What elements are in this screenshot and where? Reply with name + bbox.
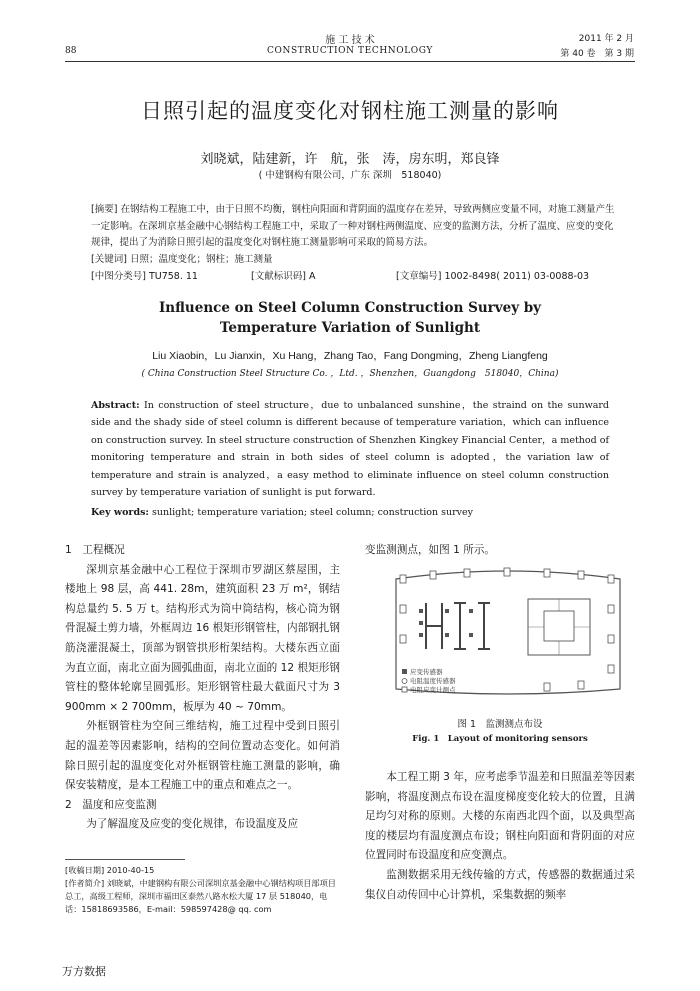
abstract-en-label: Abstract:	[91, 400, 140, 411]
english-title-line2: Temperature Variation of Sunlight	[219, 320, 481, 336]
paragraph-3: 为了解温度及应变的变化规律，布设温度及应	[86, 818, 299, 831]
paragraph-right-top: 变监测测点，如图 1 所示。	[365, 544, 496, 556]
paragraph-right-2: 监测数据采用无线传输的方式，传感器的数据通过采集仪自动传回中心计算机，采集数据的频率	[365, 868, 635, 901]
issue-date: 2011 年 2 月	[578, 34, 634, 44]
figure-1-caption-cn: 图 1 监测测点布设	[457, 719, 543, 730]
footnote-rule	[65, 859, 185, 860]
english-title-line1: Influence on Steel Column Construction Survey by	[158, 300, 542, 316]
keywords-en-text: sunlight; temperature variation; steel column; construction survey	[151, 507, 474, 518]
received-date: [收稿日期] 2010-40-15	[65, 865, 155, 875]
body-right-top	[365, 541, 635, 561]
figure-1-caption-en: Fig. 1 Layout of monitoring sensors	[412, 734, 588, 744]
body-left-column	[65, 541, 340, 835]
paragraph-1: 深圳京基金融中心工程位于深圳市罗湖区蔡屋围，主楼地上 98 层，高 441. 28m，建筑面积 23 万 m²，钢结构总量约 5. 5 万 t。结构形式为筒中筒结构，核心筒为钢骨混凝土剪力墙，外框周边 16 根矩形钢管柱，内部钢扎钢筋浇灌混凝土，顶部为钢管拱形桁架结构。大楼东西立面为直立面，南北立面为圆弧曲面，南北立面的 12 根矩形钢管柱的整体轮廓呈圆弧形。矩形钢管柱最大截面尺寸为 3 900mm × 2 700mm，板厚为 40 ~ 70mm。	[65, 563, 340, 713]
author-intro: [作者简介] 刘晓斌，中建钢构有限公司深圳京基金融中心钢结构项目部项目总工，高级工程师，深圳市福田区泰然八路水松大厦 17 层 518040，电话：15818693586，E-mail：598597428@ qq. com	[65, 878, 336, 914]
footnote	[65, 864, 340, 916]
keywords-en-label: Key words:	[91, 507, 149, 518]
authors-cn: 刘晓斌，陆建新，许 航，张 涛，房东明，郑良锋	[200, 152, 500, 167]
journal-name-cn: 施 工 技 术	[325, 35, 375, 46]
header-rule	[65, 61, 635, 62]
bottom-sensors	[544, 681, 584, 691]
body-right-column	[365, 768, 635, 905]
figure-1-sensor-layout	[386, 565, 631, 710]
page-number: 88	[65, 46, 77, 56]
abstract-en-text: In construction of steel structure，due to unbalanced sunshine，the straind on the sunward side and the shady side of steel column is different because of temperature variation，which can influence on construction survey. In steel structure construction of Shenzhen Kingkey Financial Center，a method of monitoring temperature and strain in both sides of steel column is adopted，the variation law of temperature and strain is analyzed，a easy method to eliminate influence on steel column construction survey by temperature variation of sunlight is put forward.	[91, 400, 609, 499]
authors-en: Liu Xiaobin，Lu Jianxin，Xu Hang，Zhang Tao，Fang Dongming，Zheng Liangfeng	[152, 350, 548, 362]
keywords-en	[91, 507, 609, 518]
keywords-cn-label: [关键词]	[91, 254, 127, 265]
volume-issue: 第 40 卷 第 3 期	[560, 49, 634, 59]
page-title: 日照引起的温度变化对钢柱施工测量的影响	[141, 99, 559, 123]
section-2-heading: 2 温度和应变监测	[65, 798, 157, 811]
doc-label: [文献标识码]	[251, 271, 306, 282]
core-left	[426, 603, 490, 649]
legend-temp-sensor: 电阻温度传感器	[410, 677, 456, 685]
watermark: 万方数据	[62, 965, 106, 978]
doc-code	[251, 268, 315, 282]
affiliation-cn: ( 中建钢构有限公司，广东 深圳 518040)	[258, 170, 442, 181]
clc-label: [中图分类号]	[91, 271, 146, 282]
doc-value: A	[308, 271, 316, 282]
keywords-cn-text: 日照；温度变化；钢柱；施工测量	[129, 254, 273, 265]
figure-legend	[402, 667, 456, 694]
paragraph-right-1: 本工程工期 3 年，应考虑季节温差和日照温差等因素影响，将温度测点布设在温度梯度变化较大的位置，且满足均匀对称的原则。大楼的东南西北四个面，以及典型高度的楼层均有温度测点布设；钢柱向阳面和背阴面的对应位置同时布设温度和应变测点。	[365, 771, 635, 862]
abstract-cn-label: [摘要]	[91, 204, 118, 215]
article-number	[396, 268, 589, 282]
english-title	[0, 298, 700, 338]
legend-strain-gauge: 电阻应变计测点	[410, 686, 456, 694]
abstract-en	[91, 397, 609, 501]
legend-strain-sensor: 应变传感器	[410, 668, 443, 676]
clc-value: TU758. 11	[148, 271, 198, 282]
perimeter-sensors	[400, 568, 614, 673]
article-value: 1002-8498( 2011) 03-0088-03	[444, 271, 590, 282]
abstract-cn	[91, 202, 618, 252]
paragraph-2: 外框钢管柱为空间三维结构，施工过程中受到日照引起的温差等因素影响，结构的空间位置动态变化。如何消除日照引起的温度变化对外框钢管柱施工测量的影响，确保安装精度，是本工程施工中的重点和难点之一。	[65, 720, 340, 792]
classification-row	[91, 268, 618, 282]
core-left-dots	[419, 609, 473, 637]
abstract-cn-text: 在钢结构工程施工中，由于日照不均衡，钢柱向阳面和背阴面的温度存在差异，导致两侧应变量不同，对施工测量产生一定影响。在深圳京基金融中心钢结构工程施工中，采取了一种对钢柱两侧温度、应变的监测方法，分析了温度、应变的变化规律，提出了为消除日照引起的温度变化对钢柱施工测量影响可采取的简易方法。	[91, 204, 615, 248]
affiliation-en: ( China Construction Steel Structure Co. ，Ltd. ，Shenzhen，Guangdong 518040，China)	[141, 369, 559, 379]
journal-name-en: CONSTRUCTION TECHNOLOGY	[267, 46, 433, 56]
keywords-cn	[91, 251, 618, 265]
article-label: [文章编号]	[396, 271, 442, 282]
section-1-heading: 1 工程概况	[65, 544, 125, 556]
